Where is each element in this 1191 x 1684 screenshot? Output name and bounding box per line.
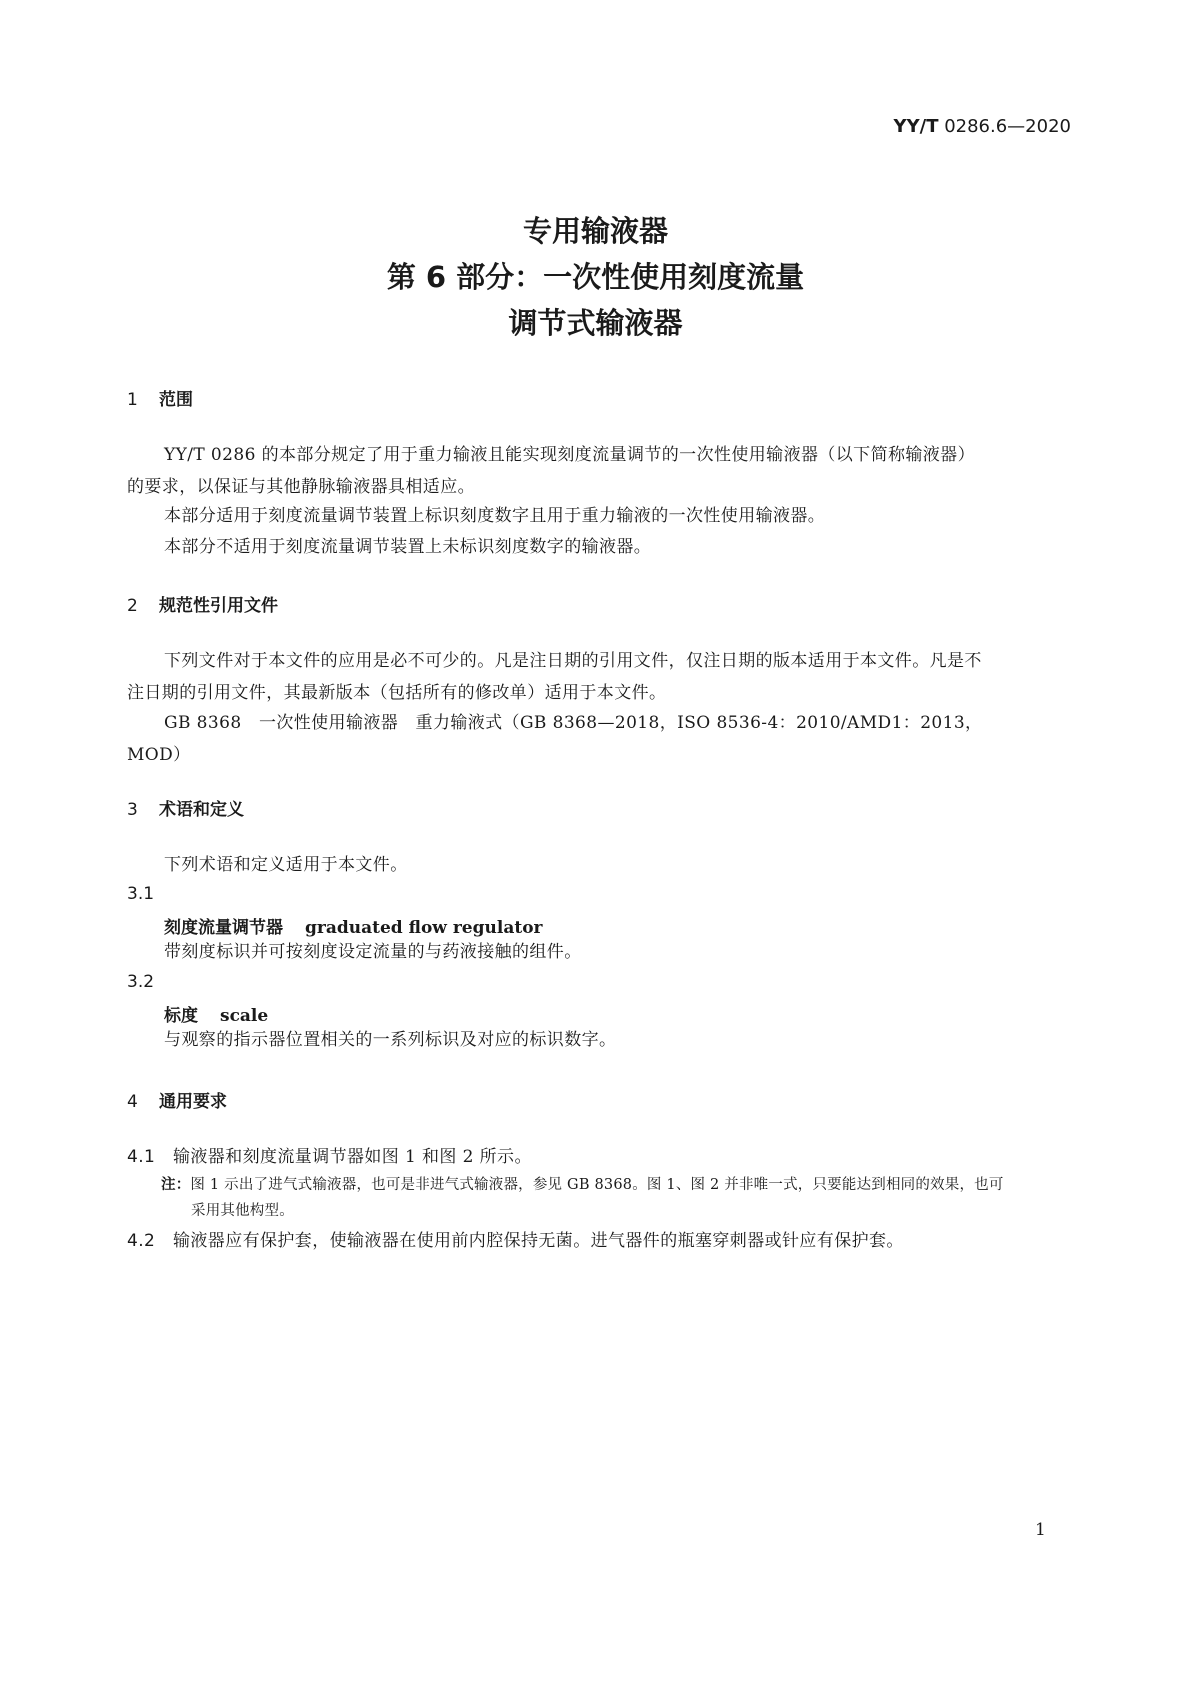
title-line-1: 专用输液器 [522, 214, 668, 248]
title-line-2: 第 6 部分：一次性使用刻度流量 [386, 260, 805, 294]
title-line-3: 调节式输液器 [508, 306, 683, 340]
section-1-heading: 1 范围 [127, 390, 193, 410]
section-3-heading: 3 术语和定义 [127, 800, 244, 820]
term-3-1-definition: 带刻度标识并可按刻度设定流量的与药液接触的组件。 [164, 942, 582, 962]
term-3-2-number: 3.2 [127, 972, 155, 992]
document-title [0, 208, 1191, 346]
section-2-para-1: 下列文件对于本文件的应用是必不可少的。凡是注日期的引用文件，仅注日期的版本适用于本文件。凡是不注日期的引用文件，其最新版本（包括所有的修改单）适用于本文件。 [127, 651, 982, 703]
section-4-heading: 4 通用要求 [127, 1092, 227, 1112]
section-1-para-2: 本部分适用于刻度流量调节装置上标识刻度数字且用于重力输液的一次性使用输液器。 [164, 506, 826, 526]
standard-code: YY/T 0286.6—2020 [893, 116, 1071, 137]
clause-4-2: 4.2 输液器应有保护套，使输液器在使用前内腔保持无菌。进气器件的瓶塞穿刺器或针应有保护套。 [127, 1231, 904, 1251]
clause-4-1: 4.1 输液器和刻度流量调节器如图 1 和图 2 所示。 [127, 1147, 532, 1167]
term-3-2-definition: 与观察的指示器位置相关的一系列标识及对应的标识数字。 [164, 1030, 617, 1050]
section-2-para-2: GB 8368 一次性使用输液器 重力输液式（GB 8368—2018，ISO 8536-4：2010/AMD1：2013，MOD） [127, 713, 983, 765]
section-1-para-1: YY/T 0286 的本部分规定了用于重力输液且能实现刻度流量调节的一次性使用输液器（以下简称输液器）的要求，以保证与其他静脉输液器具相适应。 [127, 445, 975, 497]
term-3-1: 刻度流量调节器 graduated flow regulator [164, 918, 543, 938]
term-3-2: 标度 scale [164, 1006, 269, 1026]
section-2-heading: 2 规范性引用文件 [127, 596, 278, 616]
note-4-1: 注：图 1 示出了进气式输液器，也可是非进气式输液器，参见 GB 8368。图 1、图 2 并非唯一式，只要能达到相同的效果，也可采用其他构型。 [161, 1177, 1004, 1219]
term-3-1-number: 3.1 [127, 884, 155, 904]
page-number: 1 [1035, 1520, 1046, 1540]
section-1-para-3: 本部分不适用于刻度流量调节装置上未标识刻度数字的输液器。 [164, 537, 652, 557]
section-3-para-1: 下列术语和定义适用于本文件。 [164, 855, 408, 875]
